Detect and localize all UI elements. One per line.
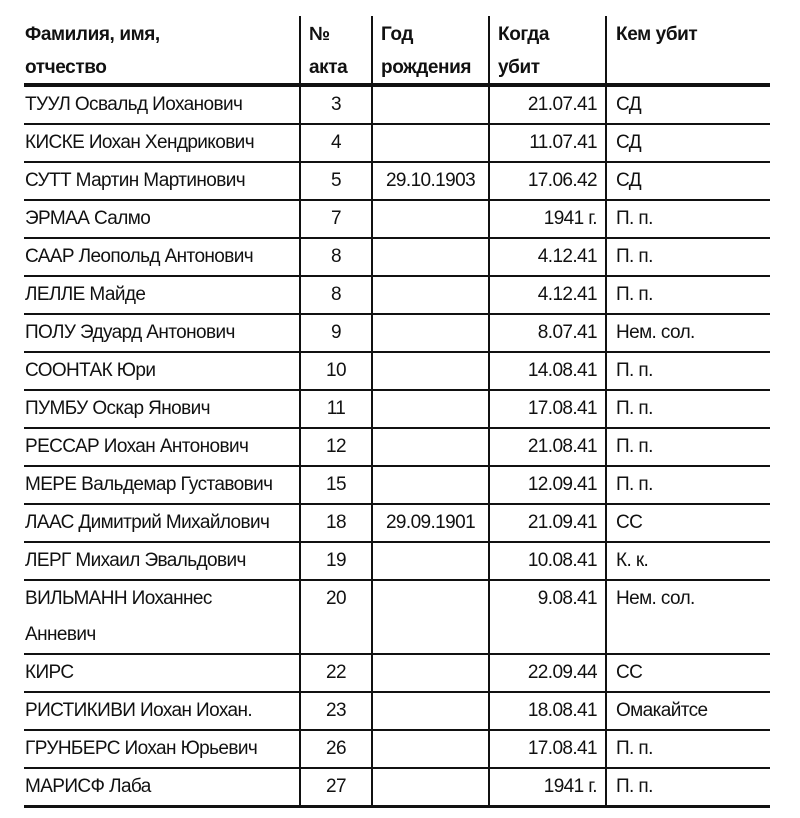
- cell-name: [24, 467, 299, 503]
- cell-killed-by: П. п.: [605, 731, 770, 767]
- cell-killed-by: СС: [605, 505, 770, 541]
- cell-killed-when: 18.08.41: [488, 693, 605, 729]
- cell-name-line: СААР Леопольд Антонович: [25, 246, 254, 267]
- cell-killed-by: Нем. сол.: [605, 315, 770, 351]
- table-row: [24, 769, 770, 808]
- cell-act: 3: [299, 87, 371, 123]
- header-born-line: Год: [381, 24, 414, 45]
- cell-killed-by: П. п.: [605, 239, 770, 275]
- table-row: [24, 693, 770, 731]
- cell-name: [24, 581, 299, 653]
- cell-name-line: МАРИСФ Лаба: [25, 776, 151, 797]
- header-killed-when: [488, 16, 605, 83]
- cell-born: [371, 391, 488, 427]
- cell-killed-when: 21.09.41: [488, 505, 605, 541]
- header-act-line: акта: [309, 57, 348, 78]
- table-row: [24, 125, 770, 163]
- cell-born: 29.09.1901: [371, 505, 488, 541]
- cell-name: [24, 769, 299, 805]
- cell-killed-when: 21.08.41: [488, 429, 605, 465]
- table-row: [24, 543, 770, 581]
- table-body: [24, 87, 770, 808]
- cell-killed-when: 11.07.41: [488, 125, 605, 161]
- cell-killed-by: П. п.: [605, 467, 770, 503]
- cell-born: [371, 239, 488, 275]
- cell-act: 5: [299, 163, 371, 199]
- cell-killed-by: П. п.: [605, 391, 770, 427]
- cell-act: 9: [299, 315, 371, 351]
- table-row: [24, 655, 770, 693]
- cell-born: [371, 315, 488, 351]
- cell-killed-when: 14.08.41: [488, 353, 605, 389]
- table-row: [24, 239, 770, 277]
- cell-killed-by: П. п.: [605, 353, 770, 389]
- table-row: [24, 391, 770, 429]
- table-row: [24, 467, 770, 505]
- table-row: [24, 429, 770, 467]
- cell-act: 7: [299, 201, 371, 237]
- cell-name-line: ТУУЛ Освальд Иоханович: [25, 94, 243, 115]
- cell-killed-by: П. п.: [605, 201, 770, 237]
- cell-killed-when: 22.09.44: [488, 655, 605, 691]
- header-name-line: отчество: [25, 57, 107, 78]
- cell-name: [24, 543, 299, 579]
- header-act-line: №: [309, 24, 330, 45]
- cell-act: 12: [299, 429, 371, 465]
- cell-name: [24, 87, 299, 123]
- cell-killed-when: 17.06.42: [488, 163, 605, 199]
- cell-killed-when: 17.08.41: [488, 391, 605, 427]
- cell-name: [24, 201, 299, 237]
- cell-born: [371, 581, 488, 653]
- cell-name: [24, 315, 299, 351]
- cell-killed-when: 1941 г.: [488, 201, 605, 237]
- cell-born: [371, 467, 488, 503]
- cell-born: [371, 655, 488, 691]
- table-row: [24, 505, 770, 543]
- cell-killed-by: П. п.: [605, 277, 770, 313]
- cell-name: [24, 239, 299, 275]
- cell-killed-when: 1941 г.: [488, 769, 605, 805]
- victims-table: [24, 16, 770, 808]
- cell-killed-by: П. п.: [605, 769, 770, 805]
- cell-born: [371, 87, 488, 123]
- cell-killed-by: СС: [605, 655, 770, 691]
- cell-act: 8: [299, 277, 371, 313]
- cell-killed-when: 9.08.41: [488, 581, 605, 653]
- cell-name-line: Анневич: [25, 624, 96, 645]
- cell-born: [371, 693, 488, 729]
- cell-name: [24, 125, 299, 161]
- cell-name: [24, 505, 299, 541]
- cell-name-line: РЕССАР Иохан Антонович: [25, 436, 249, 457]
- header-name: [24, 16, 299, 83]
- cell-killed-by: Омакайтсе: [605, 693, 770, 729]
- table-row: [24, 163, 770, 201]
- cell-name-line: ЛЕЛЛЕ Майде: [25, 284, 146, 305]
- table-row: [24, 581, 770, 655]
- cell-killed-by: К. к.: [605, 543, 770, 579]
- header-killed-when-line: Когда: [498, 24, 550, 45]
- cell-name: [24, 277, 299, 313]
- cell-name-line: ПОЛУ Эдуард Антонович: [25, 322, 235, 343]
- cell-act: 22: [299, 655, 371, 691]
- cell-killed-when: 4.12.41: [488, 277, 605, 313]
- cell-killed-when: 21.07.41: [488, 87, 605, 123]
- cell-name-line: ЛЕРГ Михаил Эвальдович: [25, 550, 246, 571]
- cell-name: [24, 693, 299, 729]
- cell-killed-by: СД: [605, 125, 770, 161]
- cell-name-line: СУТТ Мартин Мартинович: [25, 170, 246, 191]
- cell-killed-by: СД: [605, 163, 770, 199]
- table-row: [24, 277, 770, 315]
- cell-killed-by: СД: [605, 87, 770, 123]
- cell-act: 18: [299, 505, 371, 541]
- cell-killed-when: 4.12.41: [488, 239, 605, 275]
- table-row: [24, 87, 770, 125]
- cell-act: 8: [299, 239, 371, 275]
- cell-born: [371, 731, 488, 767]
- cell-act: 26: [299, 731, 371, 767]
- cell-killed-by: Нем. сол.: [605, 581, 770, 653]
- cell-killed-when: 8.07.41: [488, 315, 605, 351]
- cell-born: [371, 277, 488, 313]
- table-row: [24, 353, 770, 391]
- table-header: [24, 16, 770, 87]
- cell-name: [24, 163, 299, 199]
- cell-killed-by: П. п.: [605, 429, 770, 465]
- cell-name-line: ЭРМАА Салмо: [25, 208, 151, 229]
- cell-name: [24, 391, 299, 427]
- table-row: [24, 731, 770, 769]
- cell-act: 23: [299, 693, 371, 729]
- table-row: [24, 201, 770, 239]
- cell-killed-when: 12.09.41: [488, 467, 605, 503]
- cell-born: [371, 769, 488, 805]
- cell-name-line: КИРС: [25, 662, 74, 683]
- cell-born: [371, 353, 488, 389]
- header-killed-by: [605, 16, 770, 83]
- header-born: [371, 16, 488, 83]
- header-killed-when-line: убит: [498, 57, 540, 78]
- header-born-line: рождения: [381, 57, 472, 78]
- cell-act: 10: [299, 353, 371, 389]
- cell-name: [24, 731, 299, 767]
- cell-name-line: ГРУНБЕРС Иохан Юрьевич: [25, 738, 258, 759]
- cell-killed-when: 17.08.41: [488, 731, 605, 767]
- header-name-line: Фамилия, имя,: [25, 24, 160, 45]
- cell-name-line: ВИЛЬМАНН Иоханнес: [25, 588, 212, 609]
- cell-name: [24, 353, 299, 389]
- cell-born: [371, 543, 488, 579]
- cell-born: [371, 201, 488, 237]
- table-row: [24, 315, 770, 353]
- cell-name-line: РИСТИКИВИ Иохан Иохан.: [25, 700, 253, 721]
- cell-killed-when: 10.08.41: [488, 543, 605, 579]
- cell-act: 15: [299, 467, 371, 503]
- header-killed-by-line: Кем убит: [616, 24, 698, 45]
- cell-act: 27: [299, 769, 371, 805]
- cell-name-line: СООНТАК Юри: [25, 360, 156, 381]
- header-act: [299, 16, 371, 83]
- cell-act: 11: [299, 391, 371, 427]
- cell-act: 20: [299, 581, 371, 653]
- cell-born: 29.10.1903: [371, 163, 488, 199]
- cell-name-line: КИСКЕ Иохан Хендрикович: [25, 132, 254, 153]
- cell-name: [24, 655, 299, 691]
- cell-born: [371, 429, 488, 465]
- cell-name: [24, 429, 299, 465]
- cell-act: 4: [299, 125, 371, 161]
- cell-born: [371, 125, 488, 161]
- cell-name-line: МЕРЕ Вальдемар Густавович: [25, 474, 273, 495]
- cell-name-line: ПУМБУ Оскар Янович: [25, 398, 210, 419]
- cell-name-line: ЛААС Димитрий Михайлович: [25, 512, 270, 533]
- cell-act: 19: [299, 543, 371, 579]
